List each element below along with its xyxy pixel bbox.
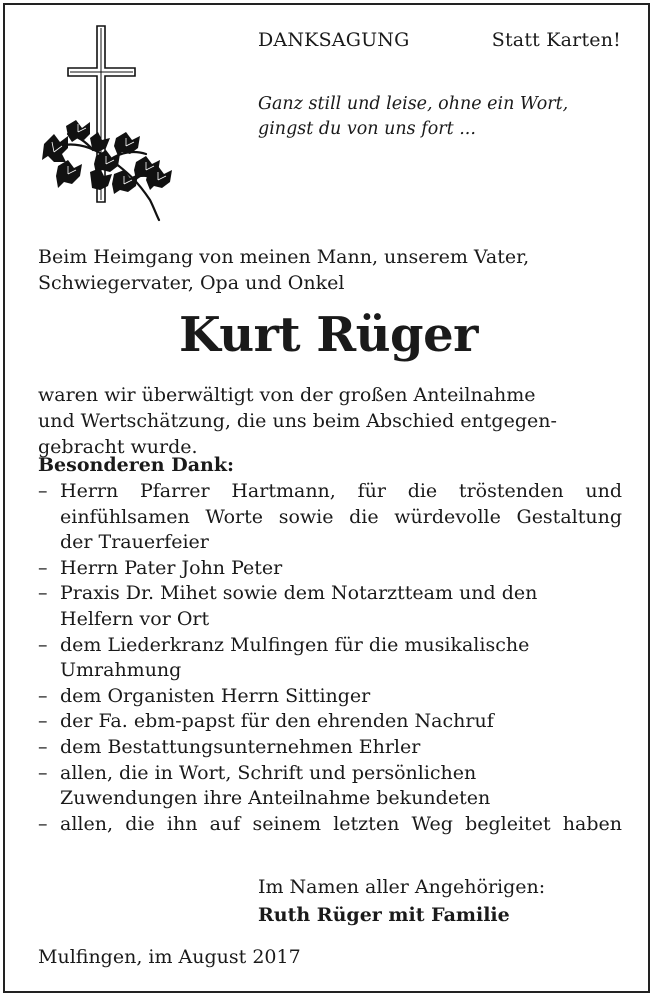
notice-subtitle: Statt Karten! bbox=[491, 29, 621, 51]
intro-line: Beim Heimgang von meinen Mann, unserem Vater, bbox=[38, 246, 530, 268]
thanks-line: und Wertschätzung, die uns beim Abschied entgegen- bbox=[38, 410, 557, 432]
list-item-line: Zuwendungen ihre Anteilnahme bekundeten bbox=[60, 787, 491, 810]
list-item-line: – der Fa. ebm-papst für den ehrenden Nachruf bbox=[60, 710, 494, 733]
list-item-line: der Trauerfeier bbox=[60, 531, 209, 554]
thanks-line: waren wir überwältigt von der großen Anteilnahme bbox=[38, 384, 536, 406]
list-item-line: Helfern vor Ort bbox=[60, 607, 210, 630]
deceased-name: Kurt Rüger bbox=[179, 307, 478, 363]
list-item-line: Umrahmung bbox=[60, 659, 182, 682]
poem-line: gingst du von uns fort ... bbox=[258, 119, 476, 139]
list-item-line: – Herrn Pater John Peter bbox=[60, 556, 283, 579]
thanks-line: gebracht wurde. bbox=[38, 436, 198, 458]
list-item bbox=[38, 633, 622, 684]
list-item-line: – allen, die ihn auf seinem letzten Weg begleitet haben bbox=[60, 812, 622, 835]
intro-line: Schwiegervater, Opa und Onkel bbox=[38, 272, 345, 294]
list-item-line: – dem Organisten Herrn Sittinger bbox=[60, 684, 371, 707]
list-item bbox=[38, 684, 622, 710]
thanks-text bbox=[38, 382, 557, 460]
place-date: Mulfingen, im August 2017 bbox=[38, 946, 301, 968]
list-item bbox=[38, 709, 622, 735]
list-item bbox=[38, 556, 622, 582]
list-item-line: – Herrn Pfarrer Hartmann, für die tröstenden und bbox=[60, 480, 622, 502]
list-item bbox=[38, 812, 622, 838]
list-item bbox=[38, 761, 622, 812]
list-item-line: – dem Liederkranz Mulfingen für die musikalische bbox=[60, 633, 530, 656]
special-thanks-list bbox=[38, 479, 622, 837]
list-item bbox=[38, 479, 622, 556]
signature-intro: Im Namen aller Angehörigen: bbox=[258, 876, 546, 898]
list-item-line: einfühlsamen Worte sowie die würdevolle Gestaltung bbox=[60, 505, 622, 528]
notice-title: DANKSAGUNG bbox=[258, 29, 410, 51]
poem bbox=[258, 92, 568, 142]
poem-line: Ganz still und leise, ohne ein Wort, bbox=[258, 94, 569, 114]
signature-name: Ruth Rüger mit Familie bbox=[258, 904, 510, 926]
list-item-line: – Praxis Dr. Mihet sowie dem Notarztteam und den bbox=[60, 582, 538, 605]
intro-text bbox=[38, 244, 529, 296]
list-item bbox=[38, 581, 622, 632]
list-item bbox=[38, 735, 622, 761]
list-item-line: – dem Bestattungsunternehmen Ehrler bbox=[60, 735, 421, 758]
list-item-line: – allen, die in Wort, Schrift und persönlichen bbox=[60, 761, 477, 784]
cross-with-ivy-icon bbox=[38, 22, 178, 222]
special-thanks-heading: Besonderen Dank: bbox=[38, 454, 235, 476]
